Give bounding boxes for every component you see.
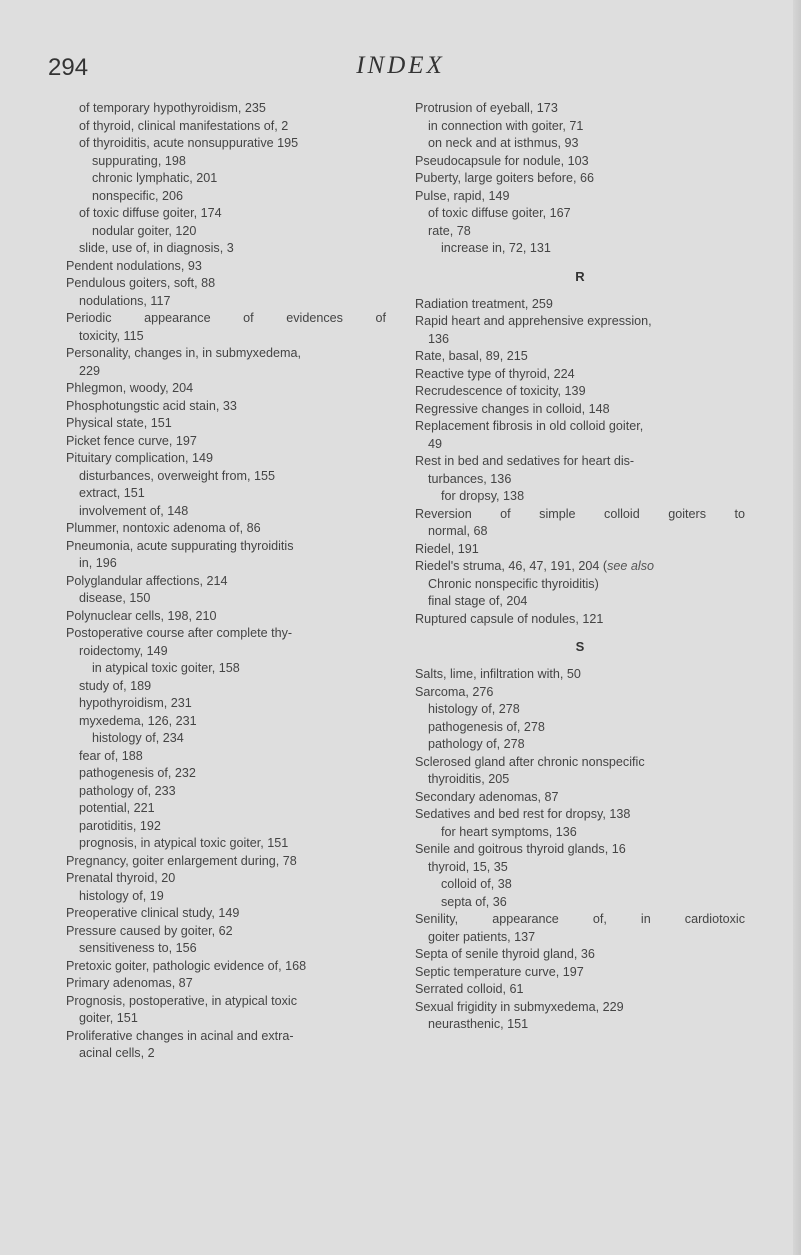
- index-entry: 136: [428, 331, 450, 346]
- index-entry: increase in, 72, 131: [441, 241, 551, 255]
- index-entry: in atypical toxic goiter, 158: [92, 661, 240, 675]
- index-entry: Secondary adenomas, 87: [415, 789, 559, 804]
- index-entry: normal, 68: [428, 524, 488, 538]
- index-entry: histology of, 19: [79, 888, 164, 903]
- index-entry: Chronic nonspecific thyroiditis): [428, 576, 599, 591]
- index-entry: Pretoxic goiter, pathologic evidence of, 168: [66, 958, 307, 973]
- index-entry: on neck and at isthmus, 93: [428, 136, 579, 150]
- page-header: [0, 52, 801, 92]
- index-entry: Septic temperature curve, 197: [415, 964, 584, 979]
- index-entry: final stage of, 204: [428, 594, 528, 608]
- index-entry: pathology of, 278: [428, 737, 525, 751]
- running-head: INDEX: [356, 52, 445, 79]
- index-entry: in connection with goiter, 71: [428, 118, 584, 133]
- index-entry-text: Riedel's struma, 46, 47, 191, 204 (: [415, 559, 608, 573]
- index-entry: myxedema, 126, 231: [79, 713, 197, 728]
- index-entry: parotiditis, 192: [79, 818, 161, 833]
- index-entry: neurasthenic, 151: [428, 1017, 529, 1031]
- index-entry: Pulse, rapid, 149: [415, 188, 510, 203]
- index-entry: Phlegmon, woody, 204: [66, 381, 194, 395]
- index-entry: Ruptured capsule of nodules, 121: [415, 611, 604, 626]
- index-entry: Senile and goitrous thyroid glands, 16: [415, 842, 626, 856]
- index-entry: for dropsy, 138: [441, 489, 525, 503]
- index-entry: nonspecific, 206: [92, 188, 184, 203]
- index-entry: [415, 558, 745, 576]
- index-entry: study of, 189: [79, 678, 152, 693]
- index-entry: Polyglandular affections, 214: [66, 573, 228, 588]
- index-entry: chronic lymphatic, 201: [92, 171, 218, 185]
- index-entry: acinal cells, 2: [79, 1046, 155, 1060]
- index-entry: Pendent nodulations, 93: [66, 258, 202, 273]
- index-entry: extract, 151: [79, 486, 145, 500]
- index-column-left: [66, 100, 386, 1063]
- index-entry: potential, 221: [79, 801, 155, 815]
- index-entry: nodulations, 117: [79, 293, 171, 308]
- index-entry: Riedel, 191: [415, 541, 479, 556]
- index-entry: disturbances, overweight from, 155: [79, 468, 276, 483]
- index-entry: Sedatives and bed rest for dropsy, 138: [415, 807, 631, 821]
- index-entry: Pseudocapsule for nodule, 103: [415, 153, 589, 168]
- index-entry: 49: [428, 436, 443, 451]
- index-entry: rate, 78: [428, 223, 471, 238]
- index-entry: pathogenesis of, 278: [428, 719, 545, 734]
- see-also-reference: see also: [607, 559, 655, 573]
- index-entry: thyroid, 15, 35: [428, 859, 508, 874]
- index-entry: Sarcoma, 276: [415, 684, 494, 699]
- index-entry: of toxic diffuse goiter, 174: [79, 206, 222, 220]
- index-entry: Radiation treatment, 259: [415, 296, 553, 311]
- index-section-letter: R: [575, 268, 585, 284]
- index-entry: Rapid heart and apprehensive expression,: [415, 314, 652, 328]
- index-entry: slide, use of, in diagnosis, 3: [79, 241, 234, 255]
- index-entry: nodular goiter, 120: [92, 223, 197, 238]
- index-entry: suppurating, 198: [92, 153, 186, 168]
- index-entry: Pneumonia, acute suppurating thyroiditis: [66, 538, 294, 553]
- index-entry: Serrated colloid, 61: [415, 982, 524, 996]
- index-entry: Sexual frigidity in submyxedema, 229: [415, 999, 624, 1014]
- index-entry: roidectomy, 149: [79, 643, 168, 658]
- index-entry: thyroiditis, 205: [428, 772, 510, 786]
- index-entry: Puberty, large goiters before, 66: [415, 171, 594, 185]
- index-entry: of thyroid, clinical manifestations of, 2: [79, 118, 289, 133]
- index-entry: Pendulous goiters, soft, 88: [66, 276, 216, 290]
- index-entry: Pituitary complication, 149: [66, 451, 213, 465]
- index-entry: Replacement fibrosis in old colloid goiter,: [415, 419, 644, 433]
- index-entry: Salts, lime, infiltration with, 50: [415, 667, 581, 681]
- index-entry: goiter patients, 137: [428, 929, 536, 944]
- index-entry: of thyroiditis, acute nonsuppurative 195: [79, 136, 299, 150]
- index-entry: Pressure caused by goiter, 62: [66, 923, 233, 938]
- index-entry: Prenatal thyroid, 20: [66, 871, 176, 885]
- index-entry: in, 196: [79, 556, 117, 570]
- index-entry: Protrusion of eyeball, 173: [415, 101, 558, 115]
- index-entry: fear of, 188: [79, 748, 143, 763]
- index-entry: sensitiveness to, 156: [79, 941, 197, 955]
- page-number: 294: [48, 54, 89, 81]
- index-entry: pathogenesis of, 232: [79, 766, 196, 780]
- index-entry: hypothyroidism, 231: [79, 696, 192, 710]
- index-entry: Regressive changes in colloid, 148: [415, 401, 610, 416]
- index-entry: Recrudescence of toxicity, 139: [415, 384, 586, 398]
- index-entry: Rate, basal, 89, 215: [415, 349, 528, 363]
- index-entry: involvement of, 148: [79, 503, 189, 518]
- index-entry: Pregnancy, goiter enlargement during, 78: [66, 853, 297, 868]
- index-entry: Picket fence curve, 197: [66, 433, 197, 448]
- index-entry: 229: [79, 363, 101, 378]
- index-entry: septa of, 36: [441, 894, 507, 909]
- index-entry: histology of, 278: [428, 702, 520, 716]
- index-entry: Senility, appearance of, in cardiotoxic: [415, 912, 745, 926]
- index-entry: Plummer, nontoxic adenoma of, 86: [66, 521, 261, 535]
- index-entry: Reversion of simple colloid goiters to: [415, 506, 745, 521]
- index-entry: Periodic appearance of evidences of: [66, 311, 386, 325]
- index-entry: colloid of, 38: [441, 877, 512, 891]
- index-entry: Preoperative clinical study, 149: [66, 906, 240, 920]
- index-entry: Proliferative changes in acinal and extra-: [66, 1028, 294, 1043]
- page-edge-shadow: [793, 0, 801, 1255]
- index-entry: histology of, 234: [92, 731, 184, 745]
- index-entry: Polynuclear cells, 198, 210: [66, 608, 217, 623]
- index-entry: of toxic diffuse goiter, 167: [428, 206, 571, 220]
- index-section-letter: S: [575, 639, 585, 654]
- index-entry: Physical state, 151: [66, 416, 172, 430]
- index-entry: Personality, changes in, in submyxedema,: [66, 346, 301, 360]
- index-entry: goiter, 151: [79, 1011, 138, 1025]
- index-entry: Postoperative course after complete thy-: [66, 626, 293, 640]
- index-entry: pathology of, 233: [79, 783, 176, 798]
- index-entry: Reactive type of thyroid, 224: [415, 366, 575, 381]
- index-entry: Rest in bed and sedatives for heart dis-: [415, 454, 635, 468]
- index-entry: prognosis, in atypical toxic goiter, 151: [79, 836, 289, 850]
- index-entry: disease, 150: [79, 591, 151, 605]
- index-entry: Septa of senile thyroid gland, 36: [415, 947, 595, 961]
- index-entry: for heart symptoms, 136: [441, 824, 577, 839]
- index-entry: turbances, 136: [428, 471, 512, 486]
- index-entry: Prognosis, postoperative, in atypical toxic: [66, 993, 298, 1008]
- index-entry: Phosphotungstic acid stain, 33: [66, 398, 237, 413]
- index-entry: of temporary hypothyroidism, 235: [79, 101, 266, 115]
- index-entry: Sclerosed gland after chronic nonspecific: [415, 754, 645, 769]
- index-entry: toxicity, 115: [79, 328, 144, 343]
- index-column-right: [415, 100, 745, 1034]
- index-entry: Primary adenomas, 87: [66, 976, 193, 990]
